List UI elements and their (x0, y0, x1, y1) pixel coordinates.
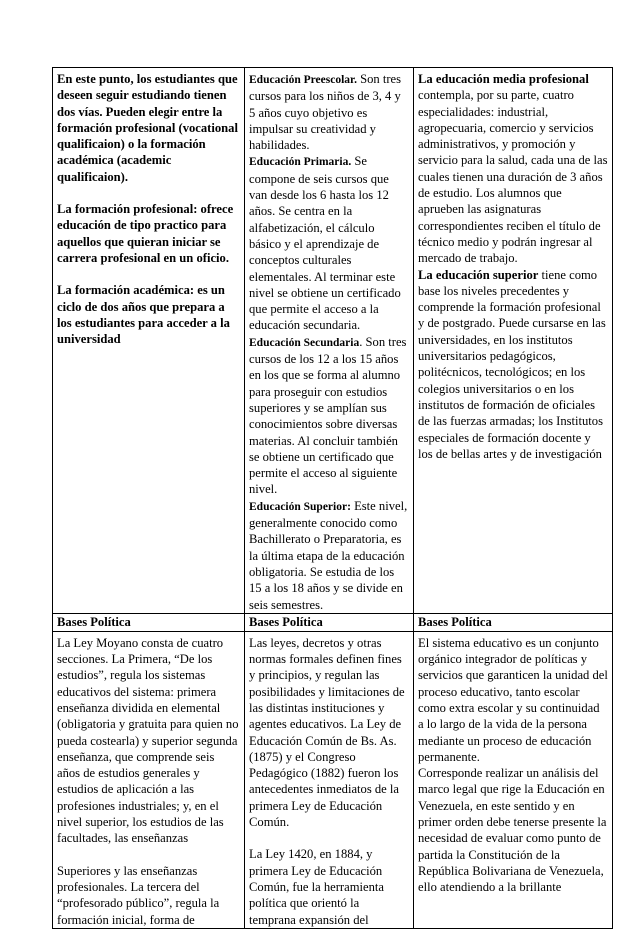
cell-col3-top (414, 68, 613, 614)
table-row (53, 613, 613, 631)
paragraph-marco-legal: Corresponde realizar un análisis del marco legal que rige la Educación en Venezuela, en este sentido y en primer orden debe tenerse presente la necesidad de evaluar como punto de partida la Constitución de la República Bolivariana de Venezuela, ello atendiendo a la brillante (418, 766, 607, 895)
text-primaria: Se compone de seis cursos que van desde los 6 hasta los 12 años. Se centra en la alfabetización, el cálculo básico y el aprendizaje de conceptos culturales elementales. Al terminar este nivel se obtiene un certificado que permite el acceso a la educación secundaria. (249, 154, 401, 333)
cell-col1-bottom (53, 631, 245, 928)
heading-media-profesional: La educación media profesional (418, 72, 589, 86)
cell-col3-bottom (414, 631, 613, 928)
paragraph-ensenanzas: Superiores y las enseñanzas profesionales. La tercera del “profesorado público”, regula la formación inicial, forma de (57, 863, 220, 927)
heading-primaria: Educación Primaria. (249, 156, 352, 169)
text-media-profesional: contempla, por su parte, cuatro especialidades: industrial, agropecuaria, comercio y servicios administrativos, y promoción y servicio para la salud, cada una de las cuales tienen una duración de 3 años de estudio. Los alumnos que aprueben las asignaturas correspondientes reciben el título de técnico medio y podrán ingresar al mercado de trabajo. (418, 88, 608, 266)
paragraph-ley-moyano: La Ley Moyano consta de cuatro secciones. La Primera, “De los estudios”, regula los sistemas educativos del sistema: primera enseñanza dividida en elemental (obligatoria y gratuita para quien no pueda costearla) y superior segunda enseñanza, que comprende seis años de estudios generales y estudios de aplicación a las profesiones industriales; y, en el nivel superior, los estudios de las facultades, las enseñanzas (57, 635, 239, 846)
paragraph-leyes-decretos: Las leyes, decretos y otras normas formales definen fines y principios, y regulan las posibilidades y limitaciones de las distintas instituciones y agentes educativos. La Ley de Educación Común de Bs. As. (1875) y el Congreso Pedagógico (1882) fueron los antecedentes inmediatos de la primera Ley de Educación Común. (249, 635, 405, 830)
paragraph-ley-1420: La Ley 1420, en 1884, y primera Ley de Educación Común, fue la herramienta política que orientó la temprana expansión del (249, 847, 384, 927)
header-col1: Bases Política (53, 613, 245, 631)
paragraph-sistema-educativo: El sistema educativo es un conjunto orgánico integrador de políticas y servicios que garanticen la unidad del proceso educativo, tanto escolar como extra escolar y su continuidad a lo largo de la vida de la persona mediante un proceso de educación permanente. (418, 635, 608, 764)
comparison-table (52, 67, 613, 929)
table-row (53, 631, 613, 928)
paragraph-vias: En este punto, los estudiantes que deseen seguir estudiando tienen dos vías. Pueden elegir entre la formación profesional (vocational qualificaion) o la formación académica (academic qualificaion). (57, 72, 238, 184)
header-col3: Bases Política (414, 613, 613, 631)
heading-secundaria: Educación Secundaria (249, 336, 360, 349)
heading-educacion-superior: La educación superior (418, 267, 539, 282)
heading-preescolar: Educación Preescolar. (249, 74, 357, 86)
cell-col2-bottom (245, 631, 414, 928)
paragraph-formacion-academica: La formación académica: es un ciclo de dos años que prepara a los estudiantes para acceder a la universidad (57, 283, 230, 347)
cell-col2-top (245, 68, 414, 614)
paragraph-formacion-profesional: La formación profesional: ofrece educación de tipo practico para aquellos que quieran iniciar se carrera profesional en un oficio. (57, 202, 234, 265)
text-preescolar: Son tres cursos para los niños de 3, 4 y 5 años cuyo objetivo es impulsar su creatividad y habilidades. (249, 72, 402, 153)
text-secundaria: . Son tres cursos de los 12 a los 15 años en los que se forma al alumno para proseguir con estudios superiores y se amplían sus conocimientos sobre diversas materias. Al concluir también se obtiene un certificado que permite el acceso al siguiente nivel. (249, 334, 407, 497)
heading-superior: Educación Superior: (249, 500, 351, 513)
text-superior: Este nivel, generalmente conocido como Bachillerato o Preparatoria, es la última etapa de la educación obligatoria. Se estudia de los 15 a los 18 años y se divide en seis semestres. (249, 498, 408, 612)
header-col2: Bases Política (245, 613, 414, 631)
cell-col1-top (53, 68, 245, 614)
text-educacion-superior: tiene como base los niveles precedentes y comprende la formación profesional y de postgrado. Puede cursarse en las universidades, en los institutos universitarios pedagógicos, politécnicos, tecnológicos; en los colegios universitarios o en los institutos de formación de oficiales de las fuerzas armadas; los Institutos especiales de formación docente y los de bellas artes y de investigación (418, 267, 606, 461)
table-row (53, 68, 613, 614)
